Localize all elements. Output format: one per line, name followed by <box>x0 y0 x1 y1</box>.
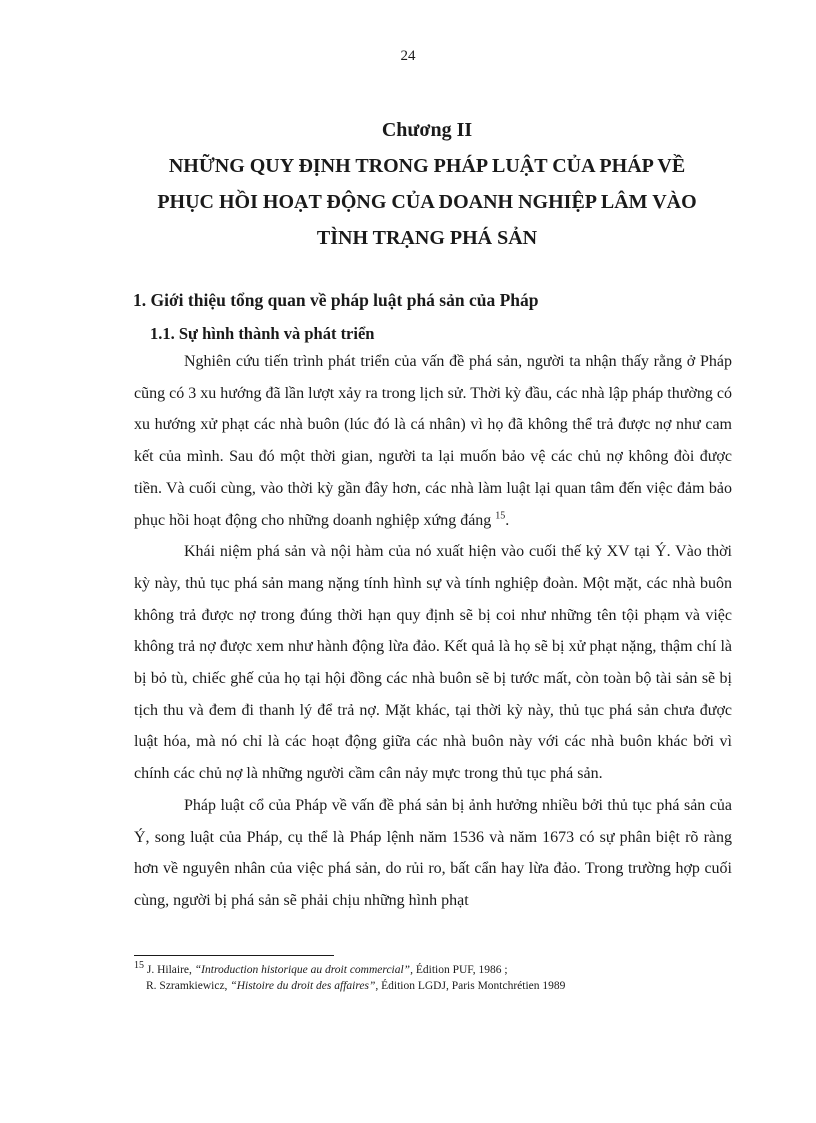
footnote-author-2: R. Szramkiewicz, <box>146 980 231 992</box>
footnote-15 <box>134 962 734 978</box>
footnote-15-second-ref <box>134 978 734 994</box>
footnotes <box>134 962 734 994</box>
footnote-number: 15 <box>134 960 144 972</box>
paragraph-1 <box>134 346 732 536</box>
footnote-publisher-2: , Édition LGDJ, Paris Montchrétien 1989 <box>375 980 566 992</box>
chapter-title-line-3: TÌNH TRẠNG PHÁ SẢN <box>316 227 538 249</box>
footnote-publisher: Édition PUF, 1986 ; <box>412 964 508 976</box>
section-heading-1-1: 1.1. Sự hình thành và phát triển <box>150 324 375 343</box>
section-heading-1: 1. Giới thiệu tổng quan về pháp luật phá sản của Pháp <box>133 290 539 310</box>
paragraph-2: Khái niệm phá sản và nội hàm của nó xuất hiện vào cuối thế kỷ XV tại Ý. Vào thời kỳ này, thủ tục phá sản mang nặng tính hình sự và tính nghiệp đoàn. Một mặt, các nhà buôn không trả được nợ trong đúng thời hạn quy định sẽ bị coi như những tên tội phạm và việc không trả nợ được xem như hành động lừa đảo. Kết quả là họ sẽ bị xử phạt nặng, thậm chí là bị bỏ tù, chiếc ghế của họ tại hội đồng các nhà buôn sẽ bị tước mất, còn toàn bộ tài sản sẽ bị tịch thu và đem đi thanh lý để trả nợ. Mặt khác, tại thời kỳ này, thủ tục phá sản chưa được luật hóa, mà nó chỉ là các hoạt động giữa các nhà buôn này với các nhà buôn khác bởi vì chính các chủ nợ là những người cầm cân nảy mực trong thủ tục phá sản. <box>134 543 732 783</box>
footnote-author: J. Hilaire, <box>144 964 195 976</box>
body-text <box>134 346 732 917</box>
chapter-title-line-2: PHỤC HỒI HOẠT ĐỘNG CỦA DOANH NGHIỆP LÂM VÀO <box>157 191 697 213</box>
chapter-title-line-1: NHỮNG QUY ĐỊNH TRONG PHÁP LUẬT CỦA PHÁP VỀ <box>168 155 686 177</box>
page-number: 24 <box>400 48 416 64</box>
paragraph-1-end: . <box>505 511 510 529</box>
footnote-ref-15: 15 <box>495 510 506 522</box>
paragraph-1-text: Nghiên cứu tiến trình phát triển của vấn đề phá sản, người ta nhận thấy rằng ở Pháp cũng có 3 xu hướng đã lần lượt xảy ra trong lịch sử. Thời kỳ đầu, các nhà lập pháp thường có xu hướng xử phạt các nhà buôn (lúc đó là cá nhân) vì họ đã không thể trả được nợ như cam kết của mình. Sau đó một thời gian, người ta lại muốn bảo vệ các chủ nợ không đòi được tiền. Và cuối cùng, vào thời kỳ gần đây hơn, các nhà làm luật lại quan tâm đến việc đảm bảo phục hồi hoạt động cho những doanh nghiệp xứng đáng <box>134 353 732 529</box>
paragraph-3: Pháp luật cổ của Pháp về vấn đề phá sản bị ảnh hưởng nhiều bởi thủ tục phá sản của Ý, song luật của Pháp, cụ thể là Pháp lệnh năm 1536 và năm 1673 có sự phân biệt rõ ràng hơn về nguyên nhân của việc phá sản, do rủi ro, bất cẩn hay lừa đảo. Trong trường hợp cuối cùng, người bị phá sản sẽ phải chịu những hình phạt <box>134 796 732 909</box>
chapter-label: Chương II <box>381 119 473 141</box>
footnote-title-2: “Histoire du droit des affaires” <box>230 980 376 992</box>
footnote-title: “Introduction historique au droit commercial”, <box>194 964 413 976</box>
footnote-divider <box>134 955 334 956</box>
chapter-heading <box>120 112 734 256</box>
